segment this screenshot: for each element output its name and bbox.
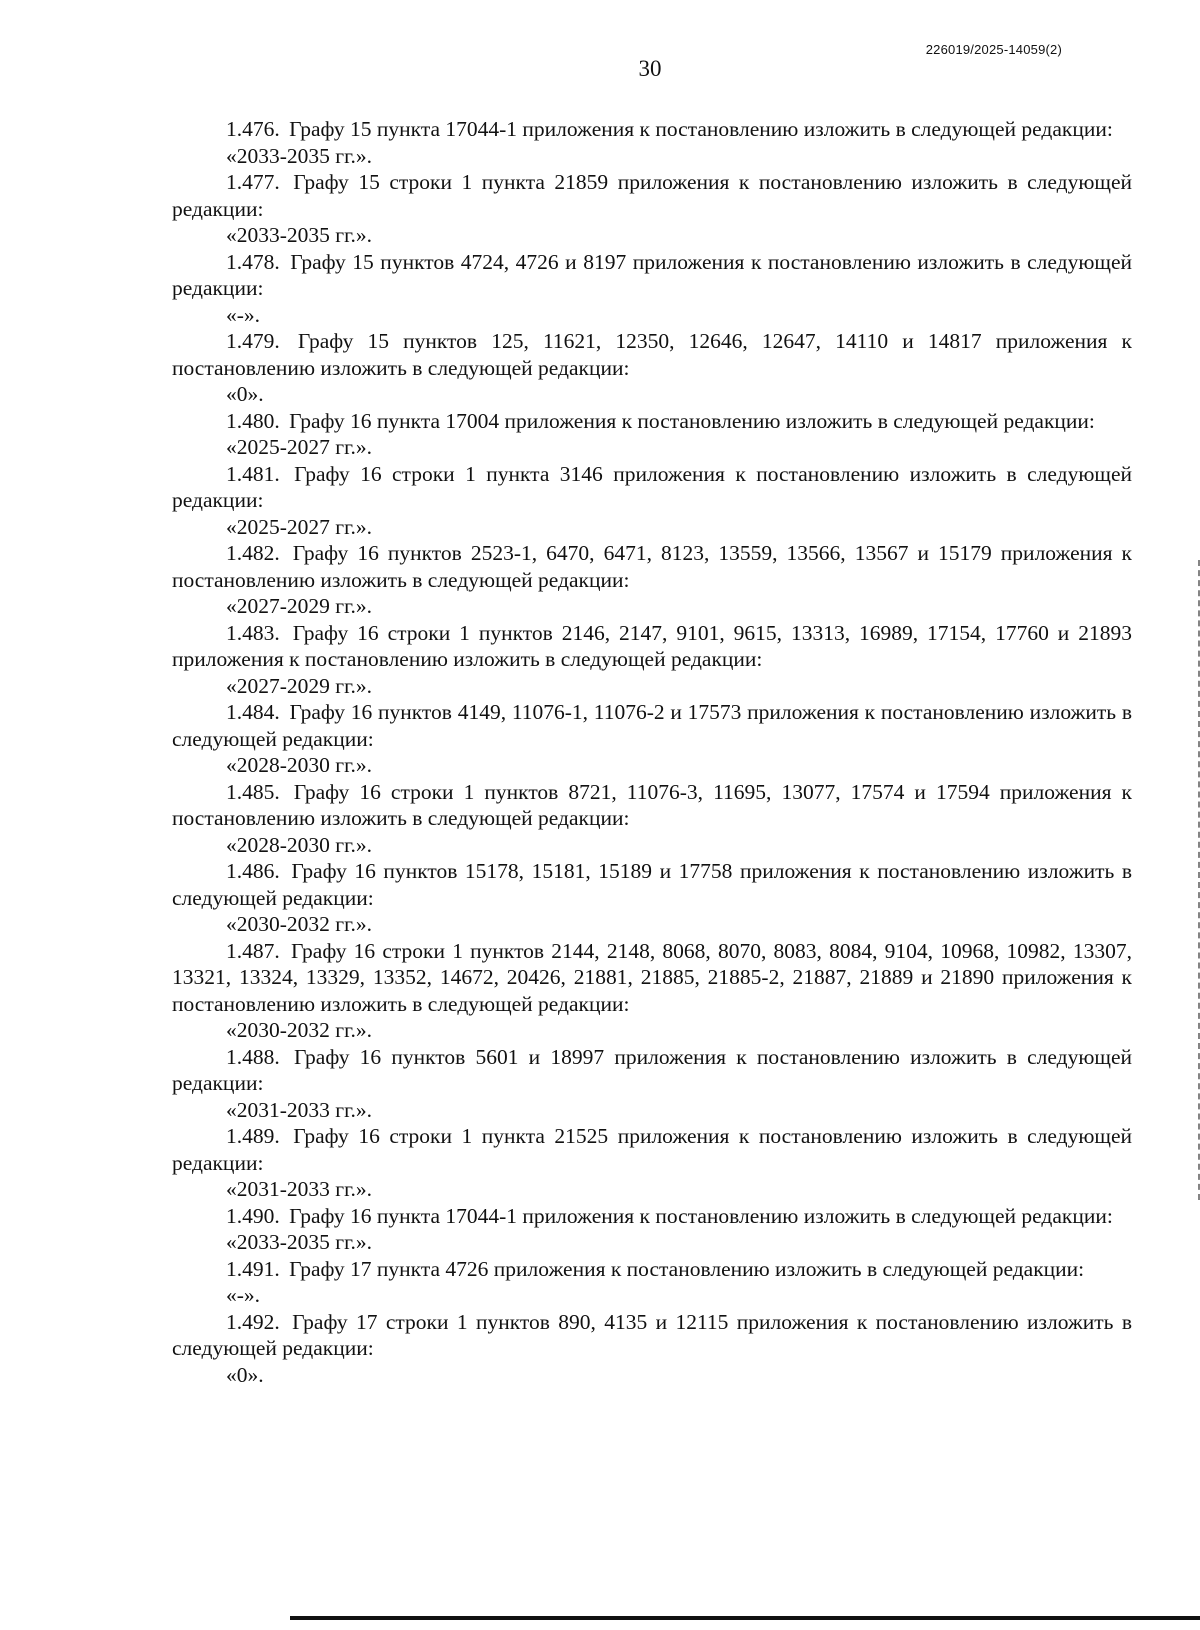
amendment-text: Графу 16 строки 1 пунктов 2144, 2148, 8068, 8070, 8083, 8084, 9104, 10968, 10982, 13307, 13321, 13324, 13329, 13352, 14672, 20426, 21881, 21885, 21885-2, 21887, 21889 и 21890 приложения к постановлению изложить в следующей редакции: [172,938,1133,1016]
amendment-text: Графу 16 строки 1 пункта 3146 приложения к постановлению изложить в следующей редакции: [172,461,1132,512]
amendment-new-value: «2030-2032 гг.». [226,1018,372,1042]
amendment-paragraph [172,249,1132,302]
amendment-paragraph [172,408,1132,435]
amendment-number: 1.481. [226,461,280,486]
amendment-new-value: «2030-2032 гг.». [226,912,372,936]
amendment-number: 1.483. [226,620,280,645]
amendment-text: Графу 16 пунктов 2523-1, 6470, 6471, 8123, 13559, 13566, 13567 и 15179 приложения к постановлению изложить в следующей редакции: [172,541,1133,592]
amendment-paragraph [172,779,1132,832]
amendment-number: 1.491. [226,1256,280,1281]
amendment-text: Графу 16 пункта 17044-1 приложения к постановлению изложить в следующей редакции: [289,1203,1113,1228]
amendment-new-value: «2031-2033 гг.». [226,1097,372,1122]
amendment-new-value: «2028-2030 гг.». [226,753,372,777]
amendment-new-value: «2033-2035 гг.». [226,143,372,168]
amendment-new-value: «2028-2030 гг.». [226,832,372,857]
amendment-paragraph [172,620,1132,673]
amendment-text: Графу 15 строки 1 пункта 21859 приложения к постановлению изложить в следующей редакции: [172,170,1132,221]
amendment-text: Графу 16 строки 1 пунктов 2146, 2147, 9101, 9615, 13313, 16989, 17154, 17760 и 21893 приложения к постановлению изложить в следующей редакции: [172,620,1132,671]
scan-edge-artifact [1195,560,1200,1200]
amendment-number: 1.476. [226,117,280,141]
amendment-paragraph [172,1309,1132,1362]
amendment-text: Графу 16 пункта 17004 приложения к постановлению изложить в следующей редакции: [289,408,1095,433]
document-body [172,116,1132,1388]
amendment-new-value: «0». [226,1362,264,1387]
amendment-number: 1.477. [226,170,280,194]
amendment-paragraph [172,1044,1132,1097]
document-registration-number: 226019/2025-14059(2) [925,42,1062,57]
amendment-paragraph [172,699,1132,752]
amendment-paragraph [172,938,1132,1018]
amendment-paragraph [172,540,1132,593]
amendment-number: 1.486. [226,859,280,883]
amendment-paragraph [172,858,1132,911]
amendment-new-value: «2033-2035 гг.». [226,1230,372,1254]
amendment-new-value: «0». [226,382,264,406]
amendment-number: 1.485. [226,779,280,804]
amendment-number: 1.492. [226,1309,280,1334]
amendment-paragraph [172,1203,1132,1230]
amendment-number: 1.479. [226,329,280,353]
amendment-paragraph [172,328,1132,381]
amendment-number: 1.484. [226,700,280,724]
amendment-new-value: «2027-2029 гг.». [226,594,372,618]
page-number: 30 [638,56,662,81]
amendment-new-value: «2027-2029 гг.». [226,673,372,698]
amendment-number: 1.482. [226,541,280,565]
amendment-new-value: «-». [226,1283,261,1307]
amendment-text: Графу 15 пунктов 4724, 4726 и 8197 приложения к постановлению изложить в следующей редакции: [172,249,1132,300]
amendment-number: 1.487. [226,938,280,963]
amendment-paragraph [172,116,1132,143]
amendment-text: Графу 16 строки 1 пунктов 8721, 11076-3, 11695, 13077, 17574 и 17594 приложения к постановлению изложить в следующей редакции: [172,779,1132,830]
amendment-paragraph [172,1256,1132,1283]
amendment-new-value: «2031-2033 гг.». [226,1177,372,1201]
amendment-text: Графу 16 строки 1 пункта 21525 приложения к постановлению изложить в следующей редакции: [172,1124,1132,1175]
bottom-scan-border [290,1616,1200,1620]
amendment-text: Графу 15 пункта 17044-1 приложения к постановлению изложить в следующей редакции: [289,117,1113,141]
amendment-text: Графу 17 строки 1 пунктов 890, 4135 и 12115 приложения к постановлению изложить в следующей редакции: [172,1309,1133,1360]
amendment-number: 1.489. [226,1124,280,1148]
amendment-number: 1.490. [226,1203,280,1228]
amendment-paragraph [172,461,1132,514]
amendment-text: Графу 15 пунктов 125, 11621, 12350, 12646, 12647, 14110 и 14817 приложения к постановлению изложить в следующей редакции: [172,329,1132,380]
amendment-new-value: «2025-2027 гг.». [226,435,372,459]
amendment-new-value: «2025-2027 гг.». [226,514,372,539]
amendment-number: 1.480. [226,408,280,433]
amendment-text: Графу 16 пунктов 15178, 15181, 15189 и 17758 приложения к постановлению изложить в следующей редакции: [172,859,1132,910]
amendment-paragraph [172,169,1132,222]
amendment-text: Графу 16 пунктов 4149, 11076-1, 11076-2 и 17573 приложения к постановлению изложить в следующей редакции: [172,700,1132,751]
amendment-new-value: «2033-2035 гг.». [226,223,372,247]
amendment-new-value: «-». [226,302,261,327]
amendment-text: Графу 16 пунктов 5601 и 18997 приложения к постановлению изложить в следующей редакции: [172,1044,1133,1095]
amendment-text: Графу 17 пункта 4726 приложения к постановлению изложить в следующей редакции: [289,1256,1085,1281]
amendment-paragraph [172,1123,1132,1176]
amendment-number: 1.488. [226,1044,280,1069]
amendment-number: 1.478. [226,249,280,274]
